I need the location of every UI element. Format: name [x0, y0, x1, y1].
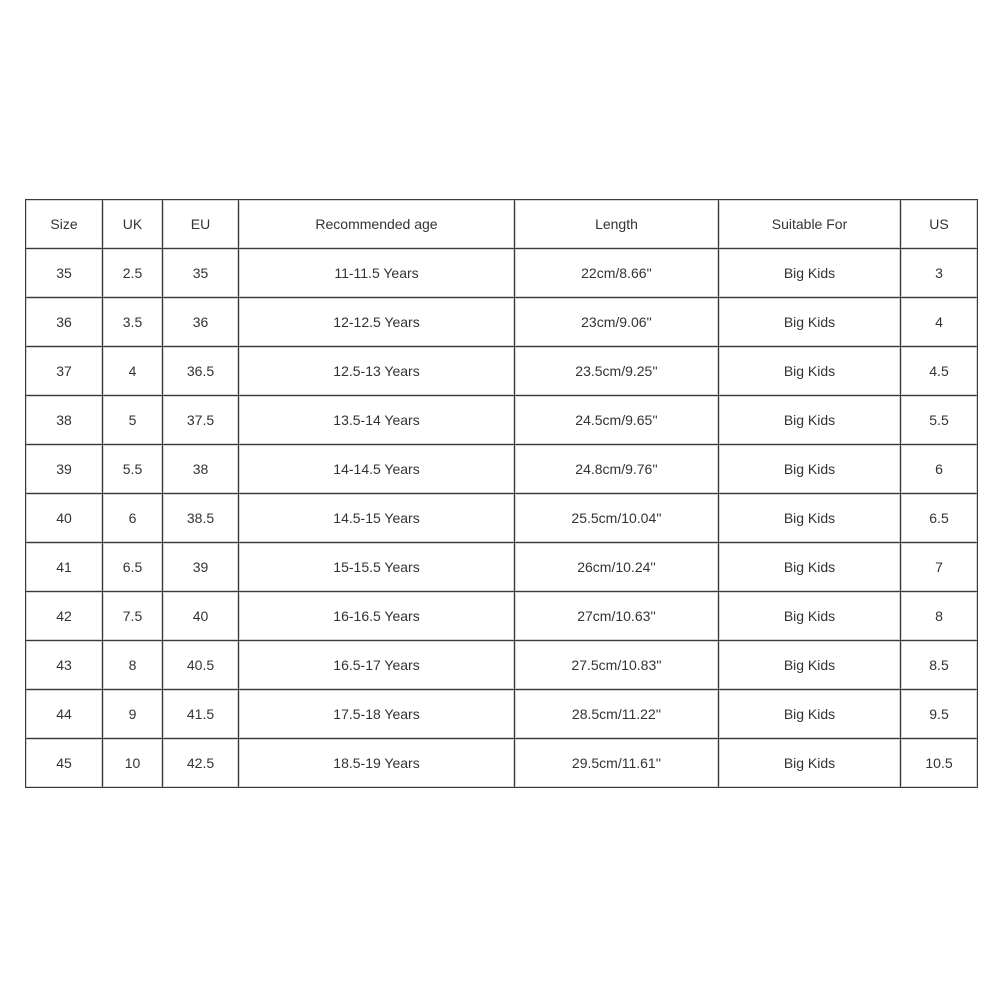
cell-uk: 4 — [103, 347, 163, 396]
cell-size: 37 — [26, 347, 103, 396]
cell-uk: 2.5 — [103, 249, 163, 298]
cell-size: 40 — [26, 494, 103, 543]
cell-eu: 36.5 — [163, 347, 239, 396]
cell-eu: 39 — [163, 543, 239, 592]
cell-suitable-for: Big Kids — [719, 494, 901, 543]
cell-suitable-for: Big Kids — [719, 641, 901, 690]
cell-uk: 10 — [103, 739, 163, 787]
cell-eu: 35 — [163, 249, 239, 298]
cell-size: 36 — [26, 298, 103, 347]
cell-us: 9.5 — [901, 690, 977, 739]
cell-recommended-age: 12-12.5 Years — [239, 298, 515, 347]
table-row — [26, 298, 977, 347]
table-row — [26, 690, 977, 739]
cell-suitable-for: Big Kids — [719, 592, 901, 641]
cell-suitable-for: Big Kids — [719, 396, 901, 445]
cell-us: 5.5 — [901, 396, 977, 445]
header-us: US — [901, 200, 977, 249]
table-row — [26, 347, 977, 396]
cell-size: 35 — [26, 249, 103, 298]
cell-size: 45 — [26, 739, 103, 787]
table-row — [26, 739, 977, 787]
cell-size: 43 — [26, 641, 103, 690]
cell-size: 42 — [26, 592, 103, 641]
cell-us: 4.5 — [901, 347, 977, 396]
cell-length: 27cm/10.63'' — [515, 592, 719, 641]
cell-us: 8 — [901, 592, 977, 641]
header-recommended-age: Recommended age — [239, 200, 515, 249]
cell-us: 7 — [901, 543, 977, 592]
cell-length: 25.5cm/10.04'' — [515, 494, 719, 543]
cell-us: 3 — [901, 249, 977, 298]
cell-length: 23.5cm/9.25'' — [515, 347, 719, 396]
cell-suitable-for: Big Kids — [719, 298, 901, 347]
cell-recommended-age: 13.5-14 Years — [239, 396, 515, 445]
cell-suitable-for: Big Kids — [719, 249, 901, 298]
cell-recommended-age: 16-16.5 Years — [239, 592, 515, 641]
cell-recommended-age: 14.5-15 Years — [239, 494, 515, 543]
table-row — [26, 396, 977, 445]
cell-length: 23cm/9.06'' — [515, 298, 719, 347]
table-row — [26, 445, 977, 494]
cell-eu: 42.5 — [163, 739, 239, 787]
cell-recommended-age: 18.5-19 Years — [239, 739, 515, 787]
cell-uk: 6 — [103, 494, 163, 543]
cell-us: 10.5 — [901, 739, 977, 787]
cell-eu: 38.5 — [163, 494, 239, 543]
cell-length: 22cm/8.66'' — [515, 249, 719, 298]
cell-recommended-age: 14-14.5 Years — [239, 445, 515, 494]
cell-length: 24.8cm/9.76'' — [515, 445, 719, 494]
cell-suitable-for: Big Kids — [719, 445, 901, 494]
cell-us: 6 — [901, 445, 977, 494]
cell-size: 38 — [26, 396, 103, 445]
table-row — [26, 494, 977, 543]
header-suitable-for: Suitable For — [719, 200, 901, 249]
cell-eu: 41.5 — [163, 690, 239, 739]
cell-size: 41 — [26, 543, 103, 592]
cell-length: 29.5cm/11.61'' — [515, 739, 719, 787]
cell-us: 8.5 — [901, 641, 977, 690]
table-row — [26, 641, 977, 690]
cell-eu: 37.5 — [163, 396, 239, 445]
cell-recommended-age: 15-15.5 Years — [239, 543, 515, 592]
cell-suitable-for: Big Kids — [719, 347, 901, 396]
cell-eu: 40.5 — [163, 641, 239, 690]
header-size: Size — [26, 200, 103, 249]
cell-length: 27.5cm/10.83'' — [515, 641, 719, 690]
table-row — [26, 543, 977, 592]
table-header-row — [26, 200, 977, 249]
cell-size: 44 — [26, 690, 103, 739]
cell-length: 24.5cm/9.65'' — [515, 396, 719, 445]
cell-length: 28.5cm/11.22'' — [515, 690, 719, 739]
cell-uk: 9 — [103, 690, 163, 739]
cell-eu: 36 — [163, 298, 239, 347]
cell-size: 39 — [26, 445, 103, 494]
cell-suitable-for: Big Kids — [719, 739, 901, 787]
cell-us: 6.5 — [901, 494, 977, 543]
header-length: Length — [515, 200, 719, 249]
table-row — [26, 249, 977, 298]
cell-uk: 8 — [103, 641, 163, 690]
cell-recommended-age: 11-11.5 Years — [239, 249, 515, 298]
table-row — [26, 592, 977, 641]
cell-recommended-age: 17.5-18 Years — [239, 690, 515, 739]
cell-recommended-age: 12.5-13 Years — [239, 347, 515, 396]
cell-uk: 5.5 — [103, 445, 163, 494]
cell-eu: 38 — [163, 445, 239, 494]
cell-uk: 7.5 — [103, 592, 163, 641]
header-eu: EU — [163, 200, 239, 249]
cell-uk: 5 — [103, 396, 163, 445]
cell-recommended-age: 16.5-17 Years — [239, 641, 515, 690]
cell-suitable-for: Big Kids — [719, 543, 901, 592]
header-uk: UK — [103, 200, 163, 249]
cell-us: 4 — [901, 298, 977, 347]
cell-eu: 40 — [163, 592, 239, 641]
cell-uk: 3.5 — [103, 298, 163, 347]
size-chart-table — [25, 199, 978, 788]
cell-uk: 6.5 — [103, 543, 163, 592]
cell-length: 26cm/10.24'' — [515, 543, 719, 592]
cell-suitable-for: Big Kids — [719, 690, 901, 739]
